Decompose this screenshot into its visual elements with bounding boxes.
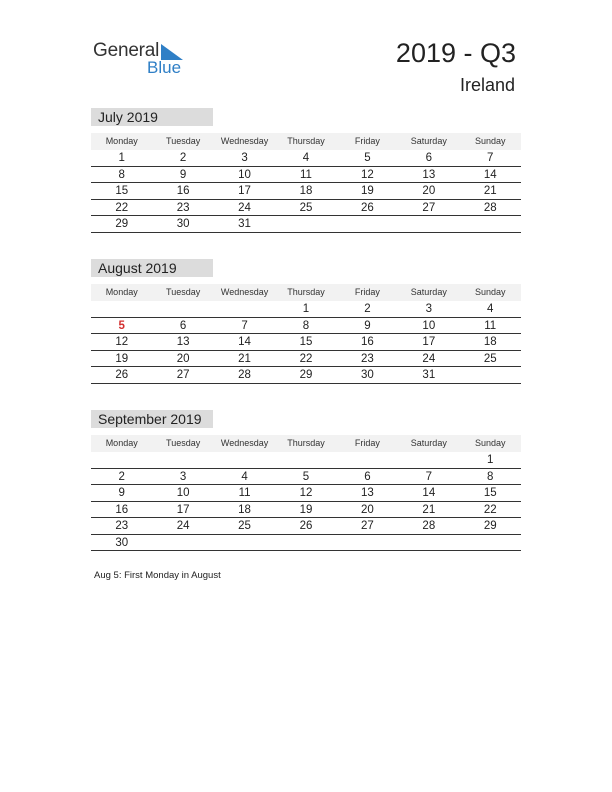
day-cell: 10: [176, 487, 190, 499]
day-cell: 26: [299, 520, 313, 532]
day-cell: 21: [422, 503, 436, 516]
day-cell: 13: [361, 487, 374, 499]
week-row: [91, 367, 521, 384]
day-cell: 11: [300, 168, 312, 181]
holiday-note: Aug 5: First Monday in August: [94, 570, 221, 581]
day-cell: 20: [176, 352, 190, 365]
day-cell: 9: [364, 319, 371, 332]
week-row: [91, 485, 521, 502]
day-cell: 27: [361, 520, 374, 532]
week-row: [91, 200, 521, 217]
day-cell: 30: [176, 218, 190, 230]
day-cell: [398, 452, 459, 468]
day-cell: 17: [422, 336, 436, 348]
week-row: [91, 167, 521, 184]
day-cell: 3: [179, 470, 187, 483]
week-row: [91, 150, 521, 167]
day-cell: 6: [364, 470, 371, 483]
day-cell: 20: [422, 185, 436, 197]
day-cell: 28: [422, 520, 436, 532]
day-cell: 31: [238, 218, 251, 230]
week-row: [91, 183, 521, 200]
day-cell: 7: [487, 152, 494, 164]
day-cell: 23: [176, 201, 190, 214]
day-cell: [398, 535, 459, 551]
day-cell: 4: [487, 303, 494, 315]
day-cell: 29: [299, 369, 313, 381]
day-cell: 12: [361, 168, 374, 181]
weekday-header: [91, 133, 521, 150]
weekday-label: Thursday: [287, 438, 325, 448]
day-cell: 10: [422, 319, 436, 332]
day-cell: 21: [238, 352, 251, 365]
day-cell: 8: [487, 470, 494, 483]
week-row: [91, 518, 521, 535]
day-cell: 1: [118, 152, 125, 164]
day-cell: 23: [361, 352, 374, 365]
day-cell: 8: [118, 168, 125, 181]
day-cell: [214, 452, 275, 468]
weekday-label: Friday: [354, 438, 380, 448]
weekday-label: Monday: [105, 287, 138, 297]
logo-general-text: General: [93, 40, 160, 61]
day-cell: 5: [302, 470, 310, 483]
month-block: [91, 259, 521, 384]
day-cell: [275, 535, 336, 551]
day-cell: 12: [299, 487, 313, 499]
weekday-label: Sunday: [474, 136, 506, 146]
day-cell: 22: [299, 352, 313, 365]
weekday-label: Saturday: [410, 438, 447, 448]
day-cell: 4: [241, 470, 248, 483]
week-row: [91, 452, 521, 469]
day-cell: [337, 216, 398, 232]
day-cell: 24: [238, 201, 251, 214]
day-cell: 12: [115, 336, 129, 348]
day-cell: 2: [364, 303, 371, 315]
weekday-label: Saturday: [410, 136, 447, 146]
day-cell: 17: [238, 185, 251, 197]
day-cell: 25: [483, 352, 497, 365]
day-cell: 1: [487, 454, 494, 466]
page-title: 2019 - Q3: [395, 38, 516, 68]
day-cell: 21: [483, 185, 497, 197]
weekday-label: Tuesday: [166, 287, 201, 297]
day-cell: 11: [484, 319, 497, 332]
day-cell: 27: [422, 201, 436, 214]
day-cell: 13: [176, 336, 190, 348]
day-cell: 30: [115, 536, 129, 549]
weekday-header: [91, 435, 521, 452]
day-cell: [275, 452, 336, 468]
weekday-header: [91, 284, 521, 301]
day-cell: 28: [238, 369, 251, 381]
weekday-label: Monday: [105, 438, 138, 448]
week-row: [91, 334, 521, 351]
day-cell: [214, 535, 275, 551]
day-cell: 19: [361, 185, 374, 197]
weekday-label: Wednesday: [220, 438, 269, 448]
day-cell: 2: [118, 470, 125, 483]
day-cell: 6: [425, 152, 433, 164]
day-cell: 14: [483, 168, 497, 181]
day-cell: 3: [241, 152, 248, 164]
day-cell: 13: [422, 168, 436, 181]
day-cell: 16: [115, 503, 129, 516]
day-cell: 5: [118, 319, 125, 332]
day-cell: 10: [238, 168, 251, 181]
day-cell: [460, 216, 521, 232]
day-cell: [275, 216, 336, 232]
day-cell: [337, 452, 398, 468]
day-cell: 20: [361, 503, 374, 516]
day-cell: 14: [422, 487, 436, 499]
day-cell: 18: [483, 336, 497, 348]
day-cell: 9: [118, 487, 125, 499]
day-cell: 22: [115, 201, 129, 214]
day-cell: [214, 301, 275, 317]
day-cell: 11: [238, 487, 251, 499]
day-cell: 8: [302, 319, 310, 332]
weekday-label: Friday: [354, 136, 380, 146]
day-cell: 16: [176, 185, 190, 197]
weekday-label: Wednesday: [220, 287, 269, 297]
day-cell: 26: [115, 369, 129, 381]
month-title: July 2019: [91, 108, 213, 126]
day-cell: [460, 367, 521, 383]
day-cell: 14: [238, 336, 251, 348]
weekday-label: Thursday: [287, 287, 325, 297]
logo-blue-text: Blue: [147, 58, 182, 77]
day-cell: 15: [115, 185, 129, 197]
day-cell: 17: [176, 503, 190, 516]
day-cell: 23: [115, 520, 129, 532]
weekday-label: Tuesday: [166, 136, 201, 146]
day-cell: 3: [425, 303, 433, 315]
country-name: Ireland: [459, 75, 515, 95]
day-cell: [91, 452, 152, 468]
day-cell: 25: [299, 201, 313, 214]
day-cell: 6: [179, 319, 187, 332]
logo: [93, 40, 193, 80]
day-cell: 22: [483, 503, 497, 516]
day-cell: 30: [361, 369, 374, 381]
weekday-label: Sunday: [474, 287, 506, 297]
day-cell: 25: [238, 520, 251, 532]
day-cell: [152, 535, 213, 551]
day-cell: 31: [422, 369, 436, 381]
day-cell: 28: [483, 201, 497, 214]
weekday-label: Saturday: [410, 287, 447, 297]
day-cell: 24: [176, 520, 190, 532]
day-cell: [91, 301, 152, 317]
day-cell: [337, 535, 398, 551]
week-row: [91, 351, 521, 368]
day-cell: [398, 216, 459, 232]
day-cell: 4: [302, 152, 310, 164]
day-cell: 24: [422, 352, 436, 365]
weekday-label: Friday: [354, 287, 380, 297]
day-cell: 1: [302, 303, 310, 315]
week-row: [91, 318, 521, 335]
day-cell: 18: [238, 503, 251, 516]
month-title: August 2019: [91, 259, 213, 277]
weekday-label: Tuesday: [166, 438, 201, 448]
weekday-label: Sunday: [474, 438, 506, 448]
day-cell: 29: [483, 520, 497, 532]
month-title: September 2019: [91, 410, 213, 428]
day-cell: [152, 301, 213, 317]
weekday-label: Monday: [105, 136, 138, 146]
day-cell: 9: [179, 168, 187, 181]
day-cell: 27: [176, 369, 190, 381]
week-row: [91, 216, 521, 233]
day-cell: 26: [361, 201, 374, 214]
day-cell: 18: [299, 185, 313, 197]
weekday-label: Wednesday: [220, 136, 269, 146]
day-cell: 19: [115, 352, 129, 365]
weekday-label: Thursday: [287, 136, 325, 146]
day-cell: 16: [361, 336, 374, 348]
month-block: [91, 410, 521, 551]
day-cell: [152, 452, 213, 468]
day-cell: 2: [179, 152, 187, 164]
week-row: [91, 301, 521, 318]
week-row: [91, 535, 521, 552]
day-cell: 15: [299, 336, 313, 348]
month-block: [91, 108, 521, 233]
day-cell: 7: [425, 470, 433, 483]
day-cell: 15: [483, 487, 497, 499]
week-row: [91, 502, 521, 519]
day-cell: [460, 535, 521, 551]
day-cell: 5: [364, 152, 371, 164]
day-cell: 29: [115, 218, 129, 230]
day-cell: 7: [241, 319, 248, 332]
week-row: [91, 469, 521, 486]
day-cell: 19: [299, 503, 313, 516]
